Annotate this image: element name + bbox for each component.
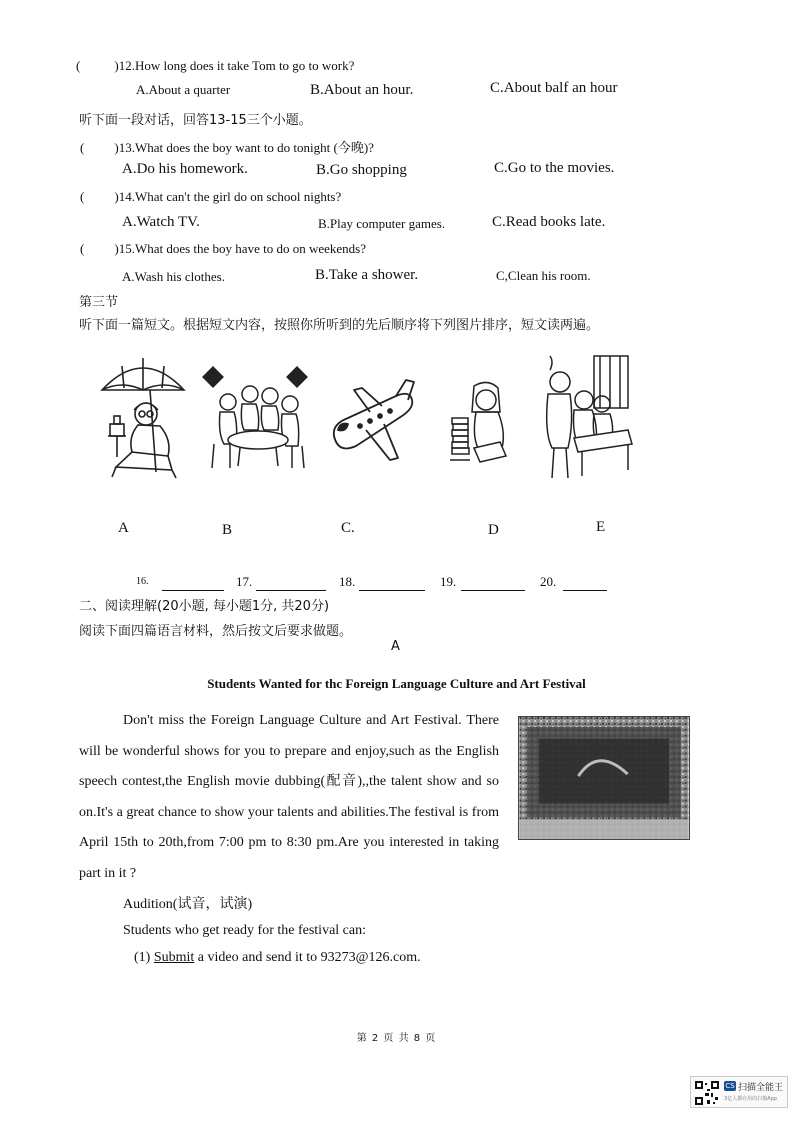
picture-label-a: A <box>118 520 129 536</box>
option-b: B.Go shopping <box>316 162 407 178</box>
beach-umbrella-girl-icon <box>98 352 188 482</box>
question-text: 14.What can't the girl do on school nights? <box>118 189 342 204</box>
question-text: 15.What does the boy have to do on weekends? <box>118 241 366 256</box>
option-a: A.Wash his clothes. <box>122 269 225 284</box>
question-14 <box>80 189 341 205</box>
underlined-word: Submit <box>153 950 195 965</box>
section3-instruction: 听下面一篇短文。根据短文内容，按照你所听到的先后顺序将下列图片排序，短文读两遍。 <box>79 318 600 333</box>
answer-19-blank[interactable] <box>461 576 525 595</box>
option-b: B.Take a shower. <box>315 267 419 283</box>
option-a: A.Watch TV. <box>122 214 200 230</box>
option-c: C.Go to the movies. <box>494 160 615 176</box>
festival-stage-photo <box>518 716 690 840</box>
answer-paren-open: ( <box>80 241 85 256</box>
option-c: C.About balf an hour <box>490 80 618 96</box>
option-a: A.About a quarter <box>136 82 231 97</box>
answer-18-blank[interactable] <box>359 576 425 595</box>
question-13 <box>80 137 374 156</box>
option-c: C,Clean his room. <box>496 268 591 283</box>
part2-heading: 二、阅读理解(20小题, 每小题1分, 共20分) <box>79 599 330 614</box>
list-item-1 <box>134 943 421 974</box>
answer-20-blank[interactable] <box>563 576 607 595</box>
answer-16-blank[interactable] <box>162 576 224 595</box>
answer-paren-close: ) <box>114 241 119 256</box>
cs-logo-icon: CS <box>725 1082 735 1090</box>
answer-paren-close: ) <box>114 58 119 73</box>
section3-heading: 第三节 <box>79 295 119 310</box>
list-number: (1) <box>134 950 151 965</box>
answer-paren-close: ) <box>114 189 119 204</box>
picture-label-b: B <box>222 522 233 538</box>
watermark-subtitle: 3亿人都在用的扫描App <box>724 1096 777 1102</box>
family-dinner-icon <box>200 364 310 474</box>
answer-paren-open: ( <box>80 189 85 204</box>
list-item-text: a video and send it to 93273@126.com. <box>194 950 421 965</box>
answer-paren-open: ( <box>80 140 85 155</box>
girl-reading-books-icon <box>450 378 510 470</box>
question-12 <box>76 58 354 74</box>
instruction-13-15: 听下面一段对话，回答13-15三个小题。 <box>79 113 312 128</box>
option-b: B.Play computer games. <box>318 216 446 231</box>
audition-label: Audition(试音，试演) <box>123 897 253 912</box>
passage-paragraph: Don't miss the Foreign Language Culture and Art Festival. There will be wonderful shows for you to prepare and enjoy,such as the English speech contest,the English movie dubbing(配音),,the talent show and so on.It's a great chance to show your talents and abilities.The festival is from April 15th to 20th,from 7:00 pm to 8:30 pm.Are you interested in taking part in it ? <box>79 713 499 881</box>
watermark-brand: 扫描全能王 <box>738 1083 784 1093</box>
option-a: A.Do his homework. <box>122 161 248 177</box>
question-text: 12.How long does it take Tom to go to work? <box>118 58 355 73</box>
answer-paren-close: ) <box>114 140 119 155</box>
question-15 <box>80 241 366 257</box>
students-line: Students who get ready for the festival can: <box>123 923 366 938</box>
answer-17-blank[interactable] <box>256 576 326 595</box>
people-at-table-icon <box>540 352 636 482</box>
answer-20-label: 20. <box>540 574 557 589</box>
qr-code-icon <box>694 1080 720 1106</box>
answer-18-label: 18. <box>339 574 356 589</box>
option-c: C.Read books late. <box>492 214 606 230</box>
option-b: B.About an hour. <box>310 82 414 98</box>
question-text: 13.What does the boy want to do tonight (今晚)? <box>118 140 374 155</box>
passage-title: Students Wanted for thc Foreign Language Culture and Art Festival <box>207 676 586 691</box>
scanner-watermark <box>690 1076 788 1108</box>
answer-19-label: 19. <box>440 574 457 589</box>
picture-label-d: D <box>488 522 499 538</box>
page-footer: 第 2 页 共 8 页 <box>356 1033 437 1044</box>
answer-paren-open: ( <box>76 58 81 73</box>
picture-label-c: C. <box>341 520 355 536</box>
part2-instruction: 阅读下面四篇语言材料，然后按文后要求做题。 <box>79 624 353 639</box>
airplane-icon <box>326 376 426 466</box>
answer-17-label: 17. <box>236 574 253 589</box>
answer-16-label: 16. <box>136 576 149 587</box>
picture-label-e: E <box>596 519 606 535</box>
passage-letter: A <box>391 639 400 654</box>
